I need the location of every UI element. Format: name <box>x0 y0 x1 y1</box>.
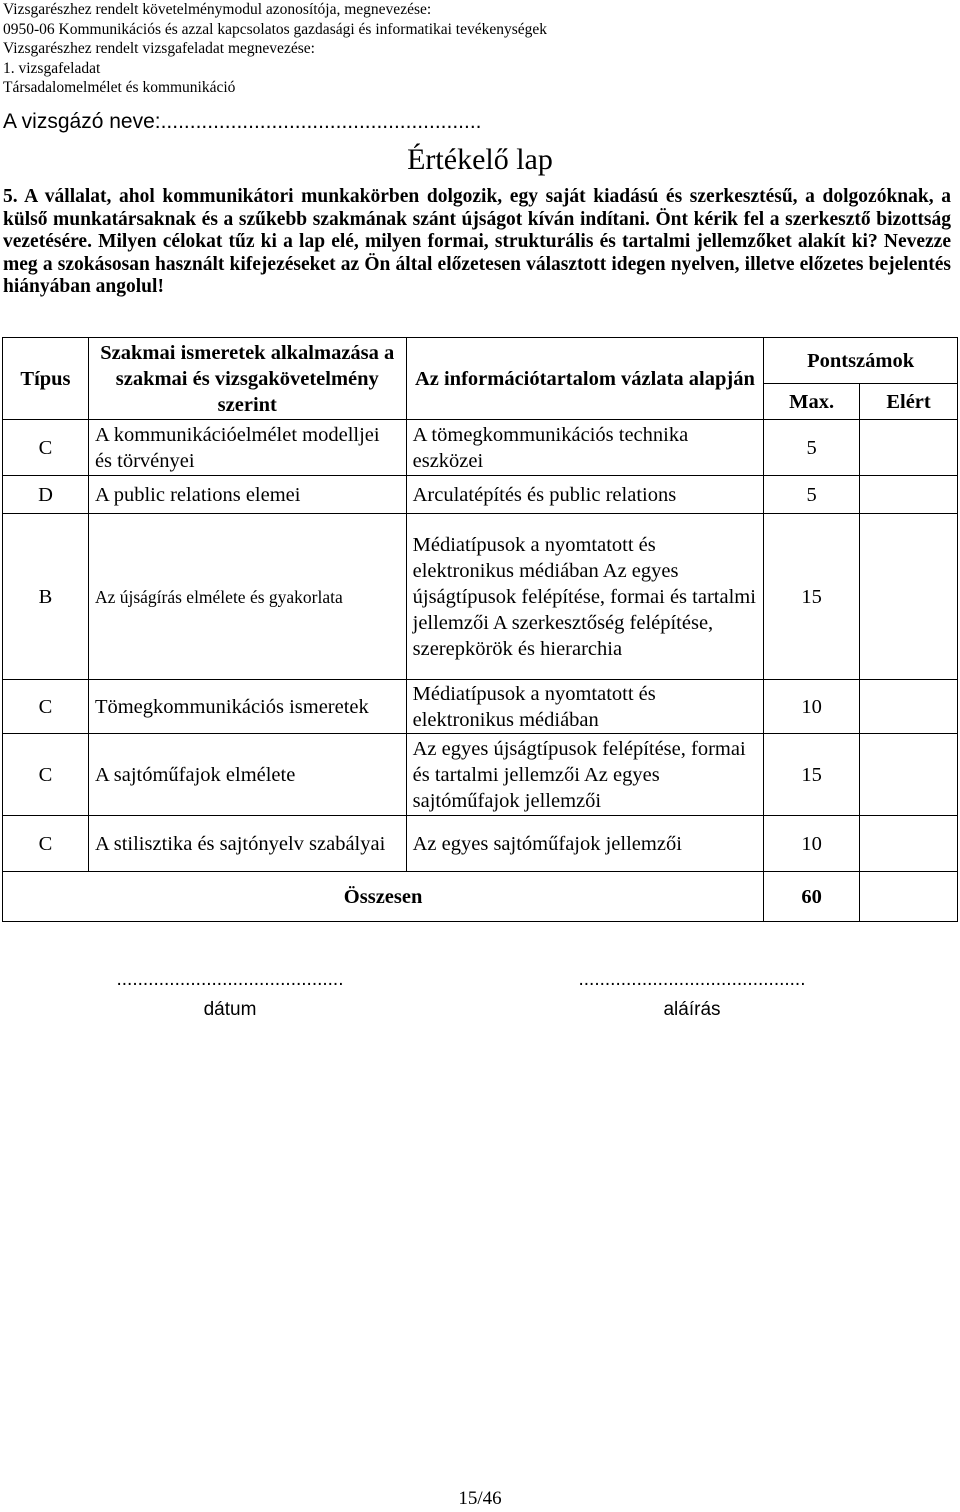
row-max-points: 5 <box>764 476 860 514</box>
table-row <box>3 420 958 476</box>
row-max-points: 15 <box>764 734 860 816</box>
page-title <box>0 143 960 177</box>
row-outline: Arculatépítés és public relations <box>406 476 764 514</box>
row-type: C <box>3 734 89 816</box>
date-dotted-line: ........................................... <box>116 969 344 990</box>
page-number: 15/46 <box>458 1488 502 1509</box>
total-achieved-points <box>860 872 958 922</box>
header-knowledge: Szakmai ismeretek alkalmazása a szakmai és vizsgakövetelmény szerint <box>88 338 406 420</box>
header-outline: Az információtartalom vázlata alapján <box>406 338 764 420</box>
table-row <box>3 476 958 514</box>
row-outline: Az egyes sajtóműfajok jellemzői <box>406 816 764 872</box>
header-type: Típus <box>3 338 89 420</box>
row-type: C <box>3 420 89 476</box>
row-type: D <box>3 476 89 514</box>
header-max: Max. <box>764 384 860 420</box>
row-type: C <box>3 680 89 734</box>
row-achieved-points <box>860 476 958 514</box>
candidate-name-line: A vizsgázó neve:....................................................... <box>3 110 482 133</box>
total-row <box>3 872 958 922</box>
row-outline: Az egyes újságtípusok felépítése, formai és tartalmi jellemzői Az egyes sajtóműfajok jellemzői <box>406 734 764 816</box>
header-achieved: Elért <box>860 384 958 420</box>
header-line-module-code: 0950-06 Kommunikációs és azzal kapcsolatos gazdasági és informatikai tevékenységek <box>3 20 548 38</box>
row-knowledge: A public relations elemei <box>88 476 406 514</box>
signature-dotted-line: ........................................... <box>578 969 806 990</box>
signature-label: aláírás <box>663 999 721 1020</box>
header-line-task-label: Vizsgarészhez rendelt vizsgafeladat megnevezése: <box>3 40 315 57</box>
date-label: dátum <box>203 999 257 1020</box>
row-achieved-points <box>860 816 958 872</box>
document-header <box>3 0 547 98</box>
table-row <box>3 734 958 816</box>
row-knowledge: Tömegkommunikációs ismeretek <box>88 680 406 734</box>
row-knowledge: A kommunikációelmélet modelljei és törvényei <box>88 420 406 476</box>
row-max-points: 5 <box>764 420 860 476</box>
header-points: Pontszámok <box>764 338 958 384</box>
table-header-row <box>3 338 958 384</box>
row-max-points: 10 <box>764 680 860 734</box>
page-title-text: Értékelő lap <box>407 143 553 176</box>
row-outline: Médiatípusok a nyomtatott és elektronikus médiában Az egyes újságtípusok felépítése, formai és tartalmi jellemzői A szerkesztőség felépítése, szerepkörök és hierarchia <box>406 514 764 680</box>
row-achieved-points <box>860 734 958 816</box>
signature-block <box>552 965 832 1025</box>
row-achieved-points <box>860 420 958 476</box>
row-max-points: 10 <box>764 816 860 872</box>
table-row <box>3 514 958 680</box>
row-knowledge: A sajtóműfajok elmélete <box>88 734 406 816</box>
row-achieved-points <box>860 514 958 680</box>
row-knowledge: A stilisztika és sajtónyelv szabályai <box>88 816 406 872</box>
header-line-task-name: Társadalomelmélet és kommunikáció <box>3 79 236 96</box>
grading-table <box>2 337 958 922</box>
table-row <box>3 816 958 872</box>
table-row <box>3 680 958 734</box>
total-max-points: 60 <box>764 872 860 922</box>
row-type: C <box>3 816 89 872</box>
date-signature-block <box>90 965 370 1025</box>
row-type: B <box>3 514 89 680</box>
header-line-module: Vizsgarészhez rendelt követelménymodul azonosítója, megnevezése: <box>3 1 432 18</box>
row-outline: Médiatípusok a nyomtatott és elektronikus médiában <box>406 680 764 734</box>
total-label: Összesen <box>3 872 764 922</box>
header-line-task-number: 1. vizsgafeladat <box>3 59 101 77</box>
task-description: 5. A vállalat, ahol kommunikátori munkakörben dolgozik, egy saját kiadású és szerkesztésű, a dolgozóknak, a külső munkatársaknak és a szűkebb szakmának szánt újságot kíván indítani. Önt kérik fel a szerkesztő bizottság vezetésére. Milyen célokat tűz ki a lap elé, milyen formai, strukturális és tartalmi jellemzőket alakít ki? Nevezze meg a szokásosan használt kifejezéseket az Ön által előzetesen választott idegen nyelven, illetve előzetes bejelentés hiányában angolul! <box>3 186 951 298</box>
row-max-points: 15 <box>764 514 860 680</box>
row-knowledge: Az újságírás elmélete és gyakorlata <box>88 514 406 680</box>
row-achieved-points <box>860 680 958 734</box>
row-outline: A tömegkommunikációs technika eszközei <box>406 420 764 476</box>
